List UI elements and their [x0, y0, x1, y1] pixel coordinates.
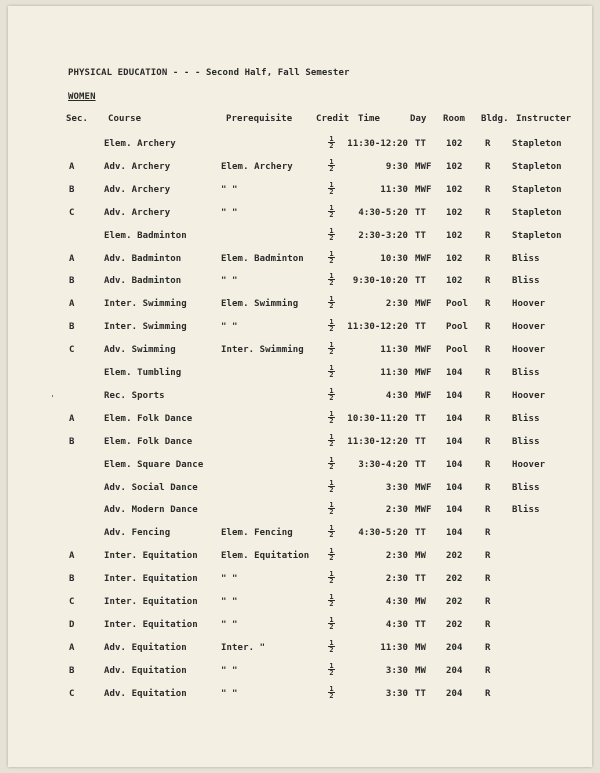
- cell-time: 9:30-10:20: [352, 276, 408, 286]
- cell-credit: [327, 434, 336, 447]
- cell-day: MW: [415, 551, 427, 561]
- credit-numerator: 1: [329, 639, 334, 647]
- cell-day: MWF: [415, 483, 432, 493]
- cell-room: 202: [446, 620, 463, 630]
- cell-day: TT: [415, 528, 427, 538]
- cell-instructor: Stapleton: [512, 208, 562, 218]
- cell-room: 202: [446, 574, 463, 584]
- cell-prerequisite: " ": [221, 574, 238, 584]
- header-course: Course: [108, 114, 142, 124]
- cell-bldg: R: [485, 460, 491, 470]
- credit-numerator: 1: [329, 295, 334, 303]
- cell-sec: C: [69, 345, 75, 355]
- cell-sec: B: [69, 322, 75, 332]
- credit-denominator: 2: [329, 440, 334, 448]
- header-day: Day: [410, 114, 427, 124]
- cell-course: Adv. Badminton: [104, 254, 182, 264]
- cell-course: Adv. Archery: [104, 208, 171, 218]
- cell-room: 102: [446, 276, 463, 286]
- credit-denominator: 2: [329, 646, 334, 654]
- cell-course: Adv. Equitation: [104, 689, 187, 699]
- cell-credit: [327, 548, 336, 561]
- cell-time: 11:30-12:20: [347, 437, 408, 447]
- cell-prerequisite: Elem. Fencing: [221, 528, 293, 538]
- header-credit: Credit: [316, 114, 350, 124]
- credit-denominator: 2: [329, 531, 334, 539]
- cell-bldg: R: [485, 208, 491, 218]
- cell-credit: [327, 319, 336, 332]
- cell-credit: [327, 182, 336, 195]
- title-text: PHYSICAL EDUCATION: [68, 68, 168, 78]
- cell-day: TT: [415, 437, 427, 447]
- cell-day: TT: [415, 231, 427, 241]
- credit-denominator: 2: [329, 325, 334, 333]
- cell-sec: B: [69, 276, 75, 286]
- cell-bldg: R: [485, 528, 491, 538]
- credit-numerator: 1: [329, 662, 334, 670]
- credit-numerator: 1: [329, 250, 334, 258]
- cell-instructor: Bliss: [512, 276, 540, 286]
- cell-instructor: Hoover: [512, 299, 546, 309]
- cell-course: Inter. Swimming: [104, 322, 187, 332]
- cell-instructor: Stapleton: [512, 185, 562, 195]
- cell-time: 11:30: [380, 368, 408, 378]
- cell-course: Adv. Archery: [104, 185, 171, 195]
- cell-credit: [327, 296, 336, 309]
- cell-bldg: R: [485, 276, 491, 286]
- cell-prerequisite: " ": [221, 208, 238, 218]
- cell-bldg: R: [485, 231, 491, 241]
- cell-day: TT: [415, 574, 427, 584]
- cell-time: 2:30: [385, 299, 408, 309]
- cell-time: 2:30-3:20: [358, 231, 408, 241]
- cell-bldg: R: [485, 483, 491, 493]
- header-time: Time: [358, 114, 381, 124]
- cell-prerequisite: Elem. Badminton: [221, 254, 304, 264]
- cell-credit: [327, 411, 336, 424]
- cell-bldg: R: [485, 299, 491, 309]
- credit-numerator: 1: [329, 158, 334, 166]
- cell-sec: B: [69, 666, 75, 676]
- credit-denominator: 2: [329, 234, 334, 242]
- credit-denominator: 2: [329, 600, 334, 608]
- cell-prerequisite: " ": [221, 689, 238, 699]
- cell-time: 4:30: [385, 391, 408, 401]
- cell-course: Inter. Equitation: [104, 597, 198, 607]
- cell-bldg: R: [485, 254, 491, 264]
- cell-room: 102: [446, 185, 463, 195]
- cell-course: Inter. Equitation: [104, 620, 198, 630]
- cell-bldg: R: [485, 162, 491, 172]
- cell-bldg: R: [485, 597, 491, 607]
- cell-time: 9:30: [385, 162, 408, 172]
- cell-bldg: R: [485, 643, 491, 653]
- credit-denominator: 2: [329, 554, 334, 562]
- cell-instructor: Bliss: [512, 414, 540, 424]
- credit-numerator: 1: [329, 501, 334, 509]
- cell-time: 10:30: [380, 254, 408, 264]
- cell-bldg: R: [485, 689, 491, 699]
- cell-time: 10:30-11:20: [347, 414, 408, 424]
- cell-prerequisite: " ": [221, 620, 238, 630]
- cell-credit: [327, 502, 336, 515]
- cell-course: Adv. Equitation: [104, 643, 187, 653]
- cell-bldg: R: [485, 391, 491, 401]
- cell-credit: [327, 273, 336, 286]
- cell-room: 104: [446, 483, 463, 493]
- cell-course: Adv. Modern Dance: [104, 505, 198, 515]
- cell-sec: A: [69, 551, 75, 561]
- cell-course: Adv. Archery: [104, 162, 171, 172]
- cell-credit: [327, 136, 336, 149]
- cell-room: 202: [446, 551, 463, 561]
- cell-bldg: R: [485, 666, 491, 676]
- cell-day: MWF: [415, 391, 432, 401]
- cell-day: MWF: [415, 505, 432, 515]
- cell-sec: C: [69, 208, 75, 218]
- cell-day: MWF: [415, 368, 432, 378]
- credit-numerator: 1: [329, 616, 334, 624]
- cell-time: 4:30-5:20: [358, 208, 408, 218]
- cell-credit: [327, 480, 336, 493]
- credit-numerator: 1: [329, 410, 334, 418]
- cell-day: MWF: [415, 162, 432, 172]
- cell-instructor: Hoover: [512, 460, 546, 470]
- credit-denominator: 2: [329, 142, 334, 150]
- cell-room: 104: [446, 460, 463, 470]
- cell-course: Inter. Equitation: [104, 551, 198, 561]
- credit-denominator: 2: [329, 394, 334, 402]
- cell-credit: [327, 159, 336, 172]
- cell-bldg: R: [485, 139, 491, 149]
- cell-day: TT: [415, 689, 427, 699]
- credit-numerator: 1: [329, 547, 334, 555]
- cell-time: 3:30: [385, 689, 408, 699]
- cell-prerequisite: Elem. Swimming: [221, 299, 299, 309]
- cell-room: 102: [446, 139, 463, 149]
- cell-day: TT: [415, 276, 427, 286]
- cell-prerequisite: " ": [221, 276, 238, 286]
- cell-course: Adv. Social Dance: [104, 483, 198, 493]
- cell-credit: [327, 571, 336, 584]
- cell-time: 4:30: [385, 597, 408, 607]
- credit-denominator: 2: [329, 165, 334, 173]
- cell-bldg: R: [485, 185, 491, 195]
- cell-room: 102: [446, 162, 463, 172]
- cell-day: TT: [415, 322, 427, 332]
- cell-prerequisite: Elem. Archery: [221, 162, 293, 172]
- cell-instructor: Bliss: [512, 368, 540, 378]
- credit-denominator: 2: [329, 211, 334, 219]
- cell-course: Elem. Tumbling: [104, 368, 182, 378]
- cell-course: Adv. Fencing: [104, 528, 171, 538]
- cell-instructor: Stapleton: [512, 139, 562, 149]
- cell-time: 3:30: [385, 483, 408, 493]
- cell-course: Adv. Swimming: [104, 345, 176, 355]
- cell-bldg: R: [485, 505, 491, 515]
- credit-denominator: 2: [329, 348, 334, 356]
- cell-room: 104: [446, 391, 463, 401]
- credit-denominator: 2: [329, 302, 334, 310]
- cell-instructor: Stapleton: [512, 162, 562, 172]
- cell-prerequisite: Inter. ": [221, 643, 266, 653]
- cell-course: Elem. Badminton: [104, 231, 187, 241]
- cell-course: Elem. Folk Dance: [104, 437, 193, 447]
- cell-time: 11:30-12:20: [347, 322, 408, 332]
- cell-room: 204: [446, 643, 463, 653]
- cell-instructor: Stapleton: [512, 231, 562, 241]
- credit-numerator: 1: [329, 524, 334, 532]
- cell-room: 102: [446, 254, 463, 264]
- cell-day: MWF: [415, 185, 432, 195]
- cell-credit: [327, 525, 336, 538]
- cell-room: Pool: [446, 322, 469, 332]
- cell-prerequisite: " ": [221, 185, 238, 195]
- cell-instructor: Hoover: [512, 391, 546, 401]
- cell-bldg: R: [485, 345, 491, 355]
- cell-time: 11:30: [380, 643, 408, 653]
- header-room: Room: [443, 114, 466, 124]
- credit-denominator: 2: [329, 463, 334, 471]
- cell-room: 204: [446, 689, 463, 699]
- cell-time: 2:30: [385, 551, 408, 561]
- cell-course: Adv. Equitation: [104, 666, 187, 676]
- cell-sec: A: [69, 254, 75, 264]
- page-title: [68, 68, 349, 78]
- cell-instructor: Bliss: [512, 483, 540, 493]
- cell-instructor: Bliss: [512, 437, 540, 447]
- margin-mark: ': [50, 394, 55, 403]
- credit-denominator: 2: [329, 371, 334, 379]
- cell-instructor: Bliss: [512, 505, 540, 515]
- cell-credit: [327, 617, 336, 630]
- credit-denominator: 2: [329, 257, 334, 265]
- cell-sec: B: [69, 437, 75, 447]
- cell-course: Inter. Equitation: [104, 574, 198, 584]
- cell-room: 104: [446, 505, 463, 515]
- cell-room: 202: [446, 597, 463, 607]
- credit-numerator: 1: [329, 227, 334, 235]
- credit-numerator: 1: [329, 685, 334, 693]
- credit-denominator: 2: [329, 669, 334, 677]
- cell-day: MWF: [415, 345, 432, 355]
- cell-course: Elem. Folk Dance: [104, 414, 193, 424]
- cell-sec: A: [69, 643, 75, 653]
- cell-bldg: R: [485, 551, 491, 561]
- credit-numerator: 1: [329, 204, 334, 212]
- cell-bldg: R: [485, 414, 491, 424]
- cell-prerequisite: " ": [221, 322, 238, 332]
- credit-denominator: 2: [329, 188, 334, 196]
- cell-day: MW: [415, 643, 427, 653]
- cell-sec: B: [69, 185, 75, 195]
- credit-numerator: 1: [329, 318, 334, 326]
- cell-credit: [327, 457, 336, 470]
- cell-sec: A: [69, 299, 75, 309]
- cell-sec: B: [69, 574, 75, 584]
- credit-numerator: 1: [329, 272, 334, 280]
- header-prerequisite: Prerequisite: [226, 114, 293, 124]
- cell-course: Rec. Sports: [104, 391, 165, 401]
- cell-credit: [327, 205, 336, 218]
- cell-time: 11:30: [380, 185, 408, 195]
- cell-day: MWF: [415, 254, 432, 264]
- cell-bldg: R: [485, 620, 491, 630]
- cell-course: Inter. Swimming: [104, 299, 187, 309]
- cell-time: 2:30: [385, 574, 408, 584]
- cell-room: 204: [446, 666, 463, 676]
- cell-room: 104: [446, 528, 463, 538]
- credit-denominator: 2: [329, 692, 334, 700]
- credit-numerator: 1: [329, 181, 334, 189]
- cell-prerequisite: " ": [221, 666, 238, 676]
- cell-credit: [327, 663, 336, 676]
- cell-time: 11:30-12:20: [347, 139, 408, 149]
- cell-time: 2:30: [385, 505, 408, 515]
- cell-instructor: Hoover: [512, 345, 546, 355]
- cell-prerequisite: " ": [221, 597, 238, 607]
- cell-sec: A: [69, 162, 75, 172]
- cell-bldg: R: [485, 574, 491, 584]
- cell-instructor: Bliss: [512, 254, 540, 264]
- title-dash: - - -: [172, 68, 201, 78]
- cell-credit: [327, 388, 336, 401]
- header-instructor: Instructer: [516, 114, 572, 124]
- subtitle-text: Second Half, Fall Semester: [206, 68, 350, 78]
- cell-time: 3:30-4:20: [358, 460, 408, 470]
- cell-credit: [327, 365, 336, 378]
- credit-numerator: 1: [329, 433, 334, 441]
- cell-room: 104: [446, 368, 463, 378]
- cell-sec: D: [69, 620, 75, 630]
- cell-credit: [327, 251, 336, 264]
- credit-denominator: 2: [329, 577, 334, 585]
- credit-denominator: 2: [329, 623, 334, 631]
- credit-numerator: 1: [329, 479, 334, 487]
- cell-credit: [327, 594, 336, 607]
- cell-time: 11:30: [380, 345, 408, 355]
- cell-credit: [327, 228, 336, 241]
- credit-denominator: 2: [329, 486, 334, 494]
- cell-bldg: R: [485, 437, 491, 447]
- cell-time: 4:30: [385, 620, 408, 630]
- cell-room: 104: [446, 437, 463, 447]
- cell-day: TT: [415, 460, 427, 470]
- cell-room: 102: [446, 208, 463, 218]
- cell-prerequisite: Inter. Swimming: [221, 345, 304, 355]
- credit-denominator: 2: [329, 279, 334, 287]
- cell-credit: [327, 342, 336, 355]
- cell-day: MW: [415, 597, 427, 607]
- cell-day: MWF: [415, 299, 432, 309]
- group-label: WOMEN: [68, 92, 96, 102]
- credit-denominator: 2: [329, 508, 334, 516]
- credit-numerator: 1: [329, 364, 334, 372]
- credit-numerator: 1: [329, 341, 334, 349]
- cell-day: TT: [415, 414, 427, 424]
- cell-course: Elem. Square Dance: [104, 460, 204, 470]
- cell-bldg: R: [485, 322, 491, 332]
- header-bldg: Bldg.: [481, 114, 509, 124]
- credit-numerator: 1: [329, 387, 334, 395]
- cell-room: 104: [446, 414, 463, 424]
- cell-prerequisite: Elem. Equitation: [221, 551, 310, 561]
- header-sec: Sec.: [66, 114, 89, 124]
- cell-instructor: Hoover: [512, 322, 546, 332]
- cell-bldg: R: [485, 368, 491, 378]
- credit-numerator: 1: [329, 593, 334, 601]
- cell-day: MW: [415, 666, 427, 676]
- cell-day: TT: [415, 139, 427, 149]
- credit-numerator: 1: [329, 135, 334, 143]
- cell-sec: A: [69, 414, 75, 424]
- credit-numerator: 1: [329, 456, 334, 464]
- credit-denominator: 2: [329, 417, 334, 425]
- cell-course: Elem. Archery: [104, 139, 176, 149]
- credit-numerator: 1: [329, 570, 334, 578]
- cell-sec: C: [69, 689, 75, 699]
- cell-sec: C: [69, 597, 75, 607]
- cell-room: Pool: [446, 299, 469, 309]
- cell-day: TT: [415, 208, 427, 218]
- cell-time: 4:30-5:20: [358, 528, 408, 538]
- cell-course: Adv. Badminton: [104, 276, 182, 286]
- cell-day: TT: [415, 620, 427, 630]
- cell-time: 3:30: [385, 666, 408, 676]
- cell-room: Pool: [446, 345, 469, 355]
- cell-credit: [327, 686, 336, 699]
- cell-room: 102: [446, 231, 463, 241]
- cell-credit: [327, 640, 336, 653]
